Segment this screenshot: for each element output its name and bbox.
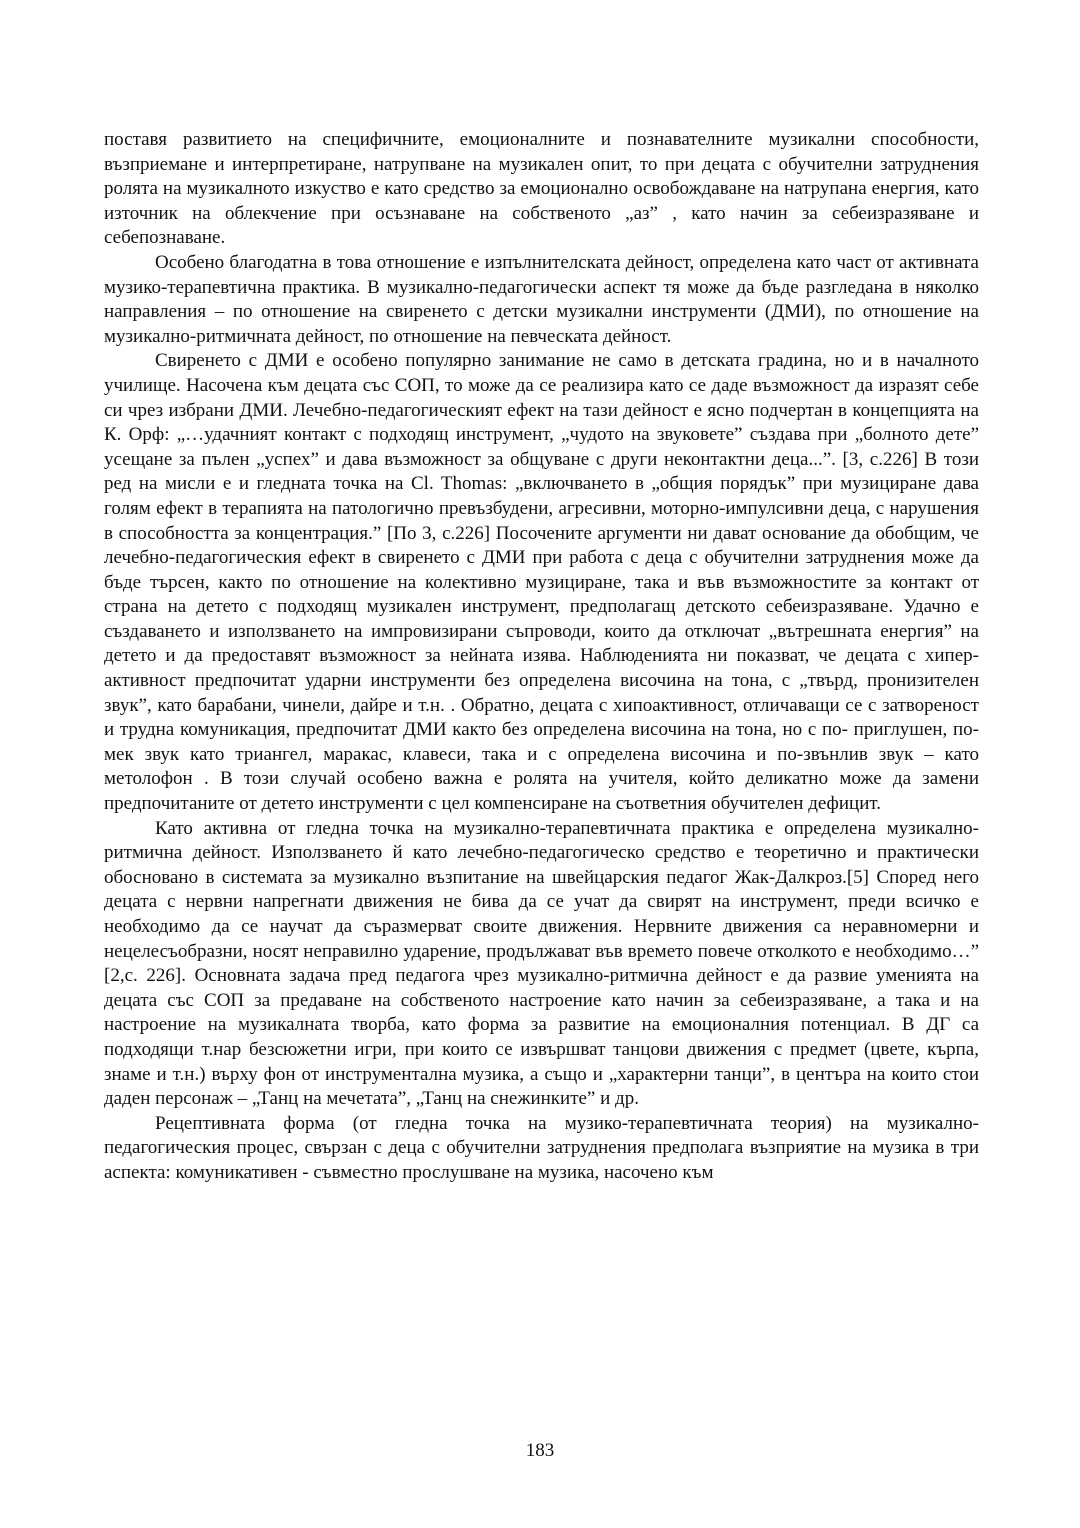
paragraph-receptive-form: Рецептивната форма (от гледна точка на музико-терапевтичната теория) на музикално-педагогическия процес, свързан с деца с обучителни затруднения предполага възприятие на музика в три аспекта: комуникативен - съвместно прослушване на музика, насочено към [104, 1112, 979, 1183]
paragraph-performance-activity: Особено благодатна в това отношение е изпълнителската дейност, определена като част от активната музико-терапевтична практика. В музикално-педагогически аспект тя може да бъде разгледана в няколко направления – по отношение на свиренето с детски музикални инструменти (ДМИ), по отношение на музикално-ритмичната дейност, по отношение на певческата дейност. [104, 251, 979, 347]
paragraph-rhythmic-activity: Като активна от гледна точка на музикално-терапевтичната практика е определена музикално-ритмична дейност. Използването й като лечебно-педагогическо средство е теоретично и практически обосновано в системата за музикално възпитание на швейцарския педагог Жак-Далкроз.[5] Според него децата с нервни напрегнати движения не бива да се учат да свирят на инструмент, преди всичко е необходимо да се научат да съразмерват своите движения. Нервните движения са неравномерни и нецелесъобразни, носят неправилно ударение, продължават във времето повече отколкото е необходимо…” [2,с. 226]. Основната задача пред педагога чрез музикално-ритмична дейност е да развие уменията на децата със СОП за предаване на собственото настроение като начин за себеизразяване, а така и на настроение на музикалната творба, като форма за развитие на емоционалния потенциал. В ДГ са подходящи т.нар безсюжетни игри, при които се извършват танцови движения с предмет (цвете, кърпа, знаме и т.н.) върху фон от инструментална музика, а също и „характерни танци”, в центъра на които стои даден персонаж – „Танц на мечетата”, „Танц на снежинките” и др. [104, 817, 979, 1110]
paragraph-instrument-playing: Свиренето с ДМИ е особено популярно занимание не само в детската градина, но и в началното училище. Насочена към децата със СОП, то може да се реализира като се даде възможност да изразят себе си чрез избрани ДМИ. Лечебно-педагогическият ефект на тази дейност е ясно подчертан в концепцията на К. Орф: „…удачният контакт с подходящ инструмент, „чудото на звуковете” създава при „болното дете” усещане за пълен „успех” и дава възможност за общуване с други неконтактни деца...”. [3, с.226] В този ред на мисли е и гледната точка на Cl. Thomas: „включването в „общия порядък” при музициране дава голям ефект в терапията на патологично превъзбудени, агресивни, моторно-импулсивни деца, с нарушения в способността за концентрация.” [По 3, с.226] Посочените аргументи ни дават основание да обобщим, че лечебно-педагогическия ефект в свиренето с ДМИ при работа с деца с обучителни затруднения може да бъде търсен, както по отношение на колективно музициране, така и във възможностите за контакт от страна на детето с подходящ музикален инструмент, предполагащ детското себеизразяване. Удачно е създаването и използването на импровизирани съпроводи, които да отключат „вътрешната енергия” на детето и да предоставят възможност за нейната изява. Наблюденията ни показват, че децата с хиперактивност предпочитат ударни инструменти без определена височина на тона, с „твърд, пронизителен звук”, като барабани, чинели, дайре и т.н. . Обратно, децата с хипоактивност, отличаващи се с затвореност и трудна комуникация, предпочитат ДМИ както без определена височина на тона, но с по- приглушен, по-мек звук като триангел, маракас, клавеси, така и с определена височина и по-звънлив звук – като метолофон . В този случай особено важна е ролята на учителя, който деликатно може да замени предпочитаните от детето инструменти с цел компенсиране на съответния обучителен дефицит. [104, 350, 979, 815]
paragraph-continuation: поставя развитието на специфичните, емоционалните и познавателните музикални способности, възприемане и интерпретиране, натрупване на музикален опит, то при децата с обучителни затруднения ролята на музикалното изкуство е като средство за емоционално освобождаване на натрупана енергия, като източник на облекчение при осъзнаване на собственото „аз” , като начин за себеизразяване и себепознаване. [104, 129, 979, 249]
page-number: 183 [525, 1440, 555, 1461]
document-body [104, 128, 979, 1186]
